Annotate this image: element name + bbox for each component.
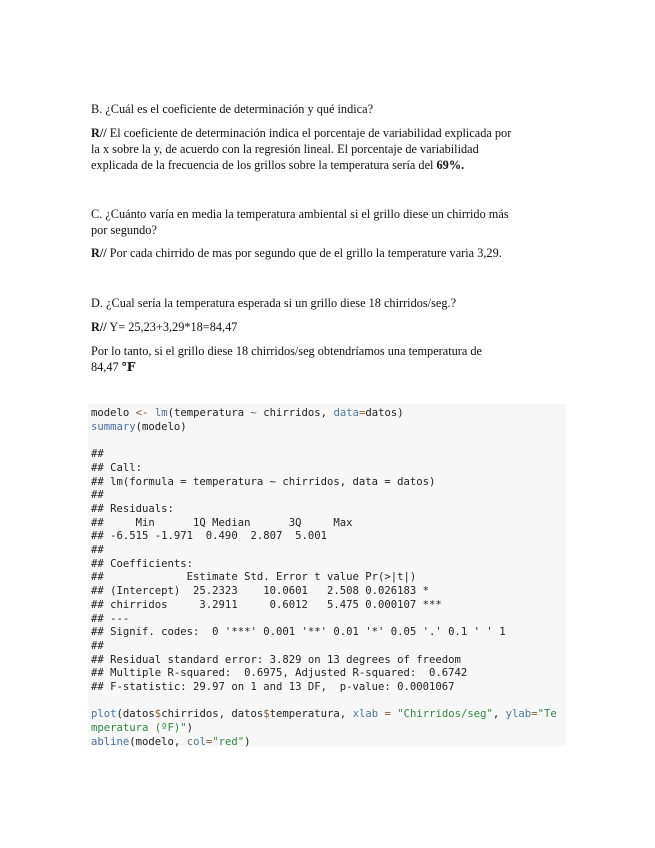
output-line: ## [91,544,104,557]
output-line: ## [91,639,104,652]
answer-d-formula: Y= 25,23+3,29*18=84,47 [106,320,238,334]
code-summary-line: summary(modelo) [91,420,187,433]
output-line: ## chirridos 3.2911 0.6012 5.475 0.000107 *** [91,598,442,611]
answer-d [91,319,571,335]
output-line: ## Residuals: [91,502,174,515]
answer-b-line1: El coeficiente de determinación indica el porcentaje de variabilidad explicada por [106,126,512,140]
answer-c [91,245,571,261]
output-line: ## -6.515 -1.971 0.490 2.807 5.001 [91,530,327,543]
fahrenheit-unit: ℉ [121,360,136,374]
conclusion-d-line2: 84,47 [91,360,122,374]
output-line: ## Multiple R-squared: 0.6975, Adjusted R-squared: 0.6742 [91,667,468,680]
conclusion-d-line1: Por lo tanto, si el grillo diese 18 chirridos/seg obtendríamos una temperatura de [91,344,483,358]
question-d-text: D. ¿Cual sería la temperatura esperada si un grillo diese 18 chirridos/seg.? [91,296,457,310]
question-d [91,295,571,311]
conclusion-d [91,343,571,375]
code-model-line: modelo <- lm(temperatura ~ chirridos, data=datos) [91,407,404,419]
output-line: ## Estimate Std. Error t value Pr(>|t|) [91,571,417,584]
answer-b-percent: 69%. [436,158,465,172]
question-c-line1: C. ¿Cuánto varía en media la temperatura ambiental si el grillo diese un chirrido más [91,207,509,221]
output-line: ## lm(formula = temperatura ~ chirridos, data = datos) [91,475,436,488]
output-line: ## Min 1Q Median 3Q Max [91,516,353,529]
code-plot-line: plot(datos$chirridos, datos$temperatura, xlab = "Chirridos/seg", ylab="Te mperatura (ºF)") [91,708,557,735]
output-line: ## Coefficients: [91,557,194,570]
output-line: ## (Intercept) 25.2323 10.0601 2.508 0.026183 * [91,585,430,598]
answer-prefix: R// [91,246,107,260]
question-c [91,206,571,238]
answer-c-text: Por cada chirrido de mas por segundo que de el grillo la temperature varia 3,29. [106,246,502,260]
code-output [88,448,566,695]
output-line: ## F-statistic: 29.97 on 1 and 13 DF, p-value: 0.0001067 [91,681,455,694]
output-line: ## Call: [91,461,143,474]
question-b-text: B. ¿Cuál es el coeficiente de determinación y qué indica? [91,102,374,116]
output-line: ## Residual standard error: 3.829 on 13 degrees of freedom [91,653,461,666]
answer-prefix: R// [91,126,107,140]
answer-b-line3: explicada de la frecuencia de los grillos sobre la temperatura sería del [91,158,437,172]
answer-prefix: R// [91,320,107,334]
output-line: ## [91,489,104,502]
output-line: ## [91,448,104,461]
output-line: ## Signif. codes: 0 '***' 0.001 '**' 0.01 '*' 0.05 '.' 0.1 ' ' 1 [91,626,506,639]
answer-b-line2: la x sobre la y, de acuerdo con la regresión lineal. El porcentaje de variabilidad [91,142,479,156]
question-b [91,101,571,117]
answer-b [91,125,571,173]
code-abline-line: abline(modelo, col="red") [91,735,251,748]
output-line: ## --- [91,612,130,625]
question-c-line2: por segundo? [91,223,157,237]
r-code-block [88,404,566,746]
